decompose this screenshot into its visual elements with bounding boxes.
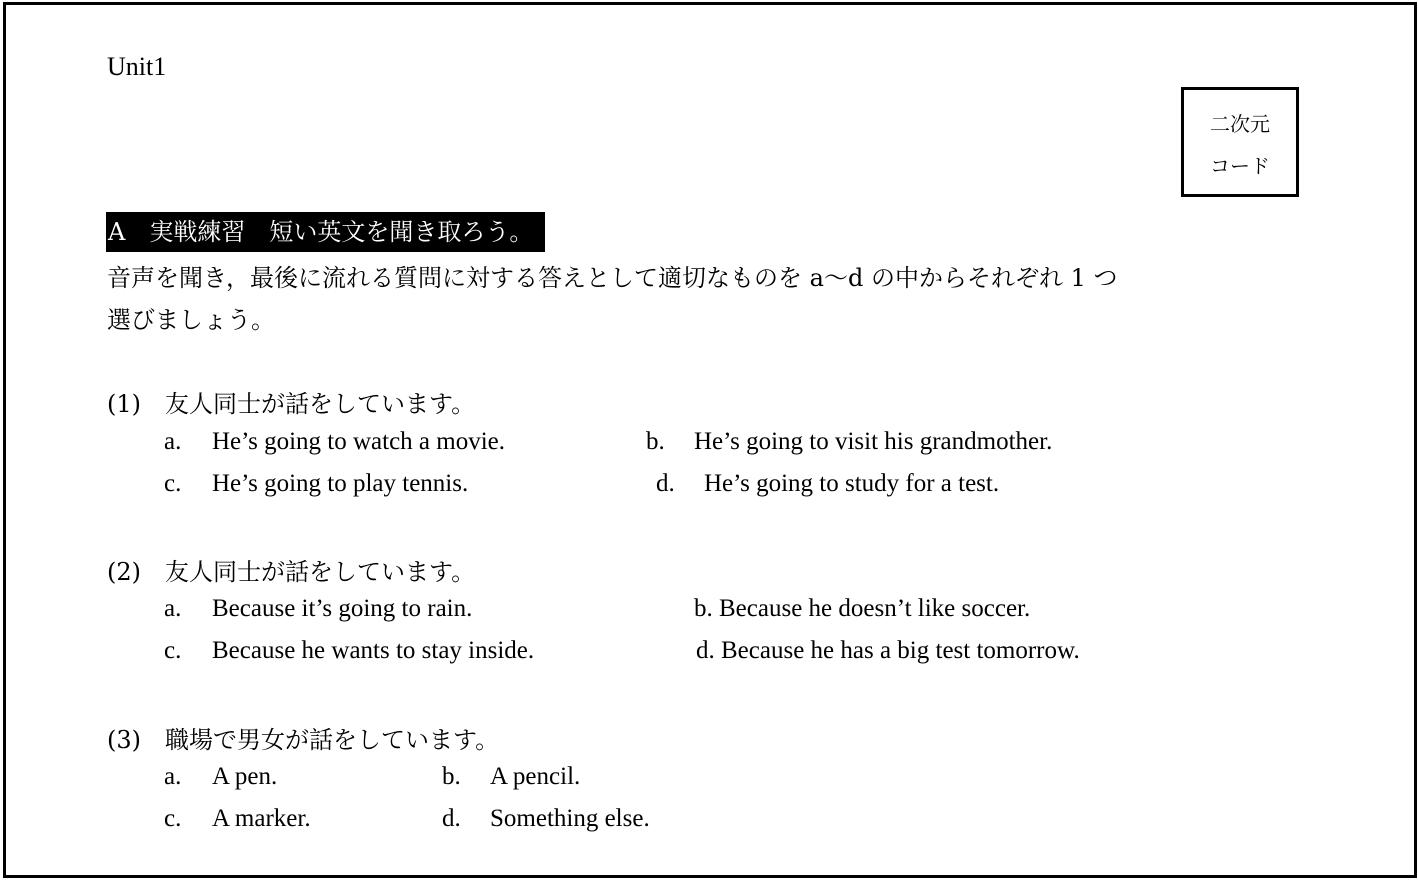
option-letter: c. <box>164 470 182 497</box>
option-letter: b. <box>646 428 665 455</box>
option-text: A pen. <box>212 763 278 790</box>
option-text: Because he doesn’t like soccer. <box>719 595 1031 622</box>
question-1-label: (1) 友人同士が話をしています。 <box>107 390 476 418</box>
question-3-label: (3) 職場で男女が話をしています。 <box>107 726 500 754</box>
option-letter: d. <box>656 470 675 497</box>
option-text: A marker. <box>212 805 311 832</box>
option-letter: b. <box>694 595 713 622</box>
option-letter: a. <box>164 595 182 622</box>
option-text: He’s going to visit his grandmother. <box>694 428 1053 455</box>
question-2-option-a <box>164 595 472 623</box>
question-1-option-d <box>656 470 999 498</box>
unit-title: Unit1 <box>107 52 167 81</box>
option-letter: a. <box>164 428 182 455</box>
qr-code-placeholder <box>1181 87 1299 197</box>
section-title: A 実戦練習 短い英文を聞き取ろう。 <box>106 212 545 252</box>
question-3-option-b <box>442 763 580 791</box>
option-text: Something else. <box>490 805 650 832</box>
option-text: He’s going to study for a test. <box>704 470 1000 497</box>
instruction-line-2: 選びましょう。 <box>107 306 275 334</box>
instruction-line-1: 音声を聞き，最後に流れる質問に対する答えとして適切なものを a〜d の中からそれぞれ 1 つ <box>107 264 1118 292</box>
option-text: Because he has a big test tomorrow. <box>721 637 1080 664</box>
option-letter: c. <box>164 637 182 664</box>
option-text: Because he wants to stay inside. <box>212 637 535 664</box>
qr-label-line1: 二次元 <box>1210 112 1270 136</box>
option-letter: a. <box>164 763 182 790</box>
question-1-option-b <box>646 428 1052 456</box>
question-2-option-c <box>164 637 534 665</box>
option-letter: d. <box>442 805 461 832</box>
question-1-option-c <box>164 470 468 498</box>
question-3-option-a <box>164 763 277 791</box>
qr-label-line2: コード <box>1210 154 1270 178</box>
option-letter: b. <box>442 763 461 790</box>
option-text: A pencil. <box>490 763 581 790</box>
question-2-label: (2) 友人同士が話をしています。 <box>107 558 476 586</box>
option-text: Because it’s going to rain. <box>212 595 473 622</box>
question-3-option-d <box>442 805 650 833</box>
question-2-option-d <box>696 637 1080 665</box>
option-text: He’s going to watch a movie. <box>212 428 505 455</box>
question-3-option-c <box>164 805 311 833</box>
option-text: He’s going to play tennis. <box>212 470 469 497</box>
option-letter: c. <box>164 805 182 832</box>
option-letter: d. <box>696 637 715 664</box>
question-1-option-a <box>164 428 505 456</box>
question-2-option-b <box>694 595 1030 623</box>
